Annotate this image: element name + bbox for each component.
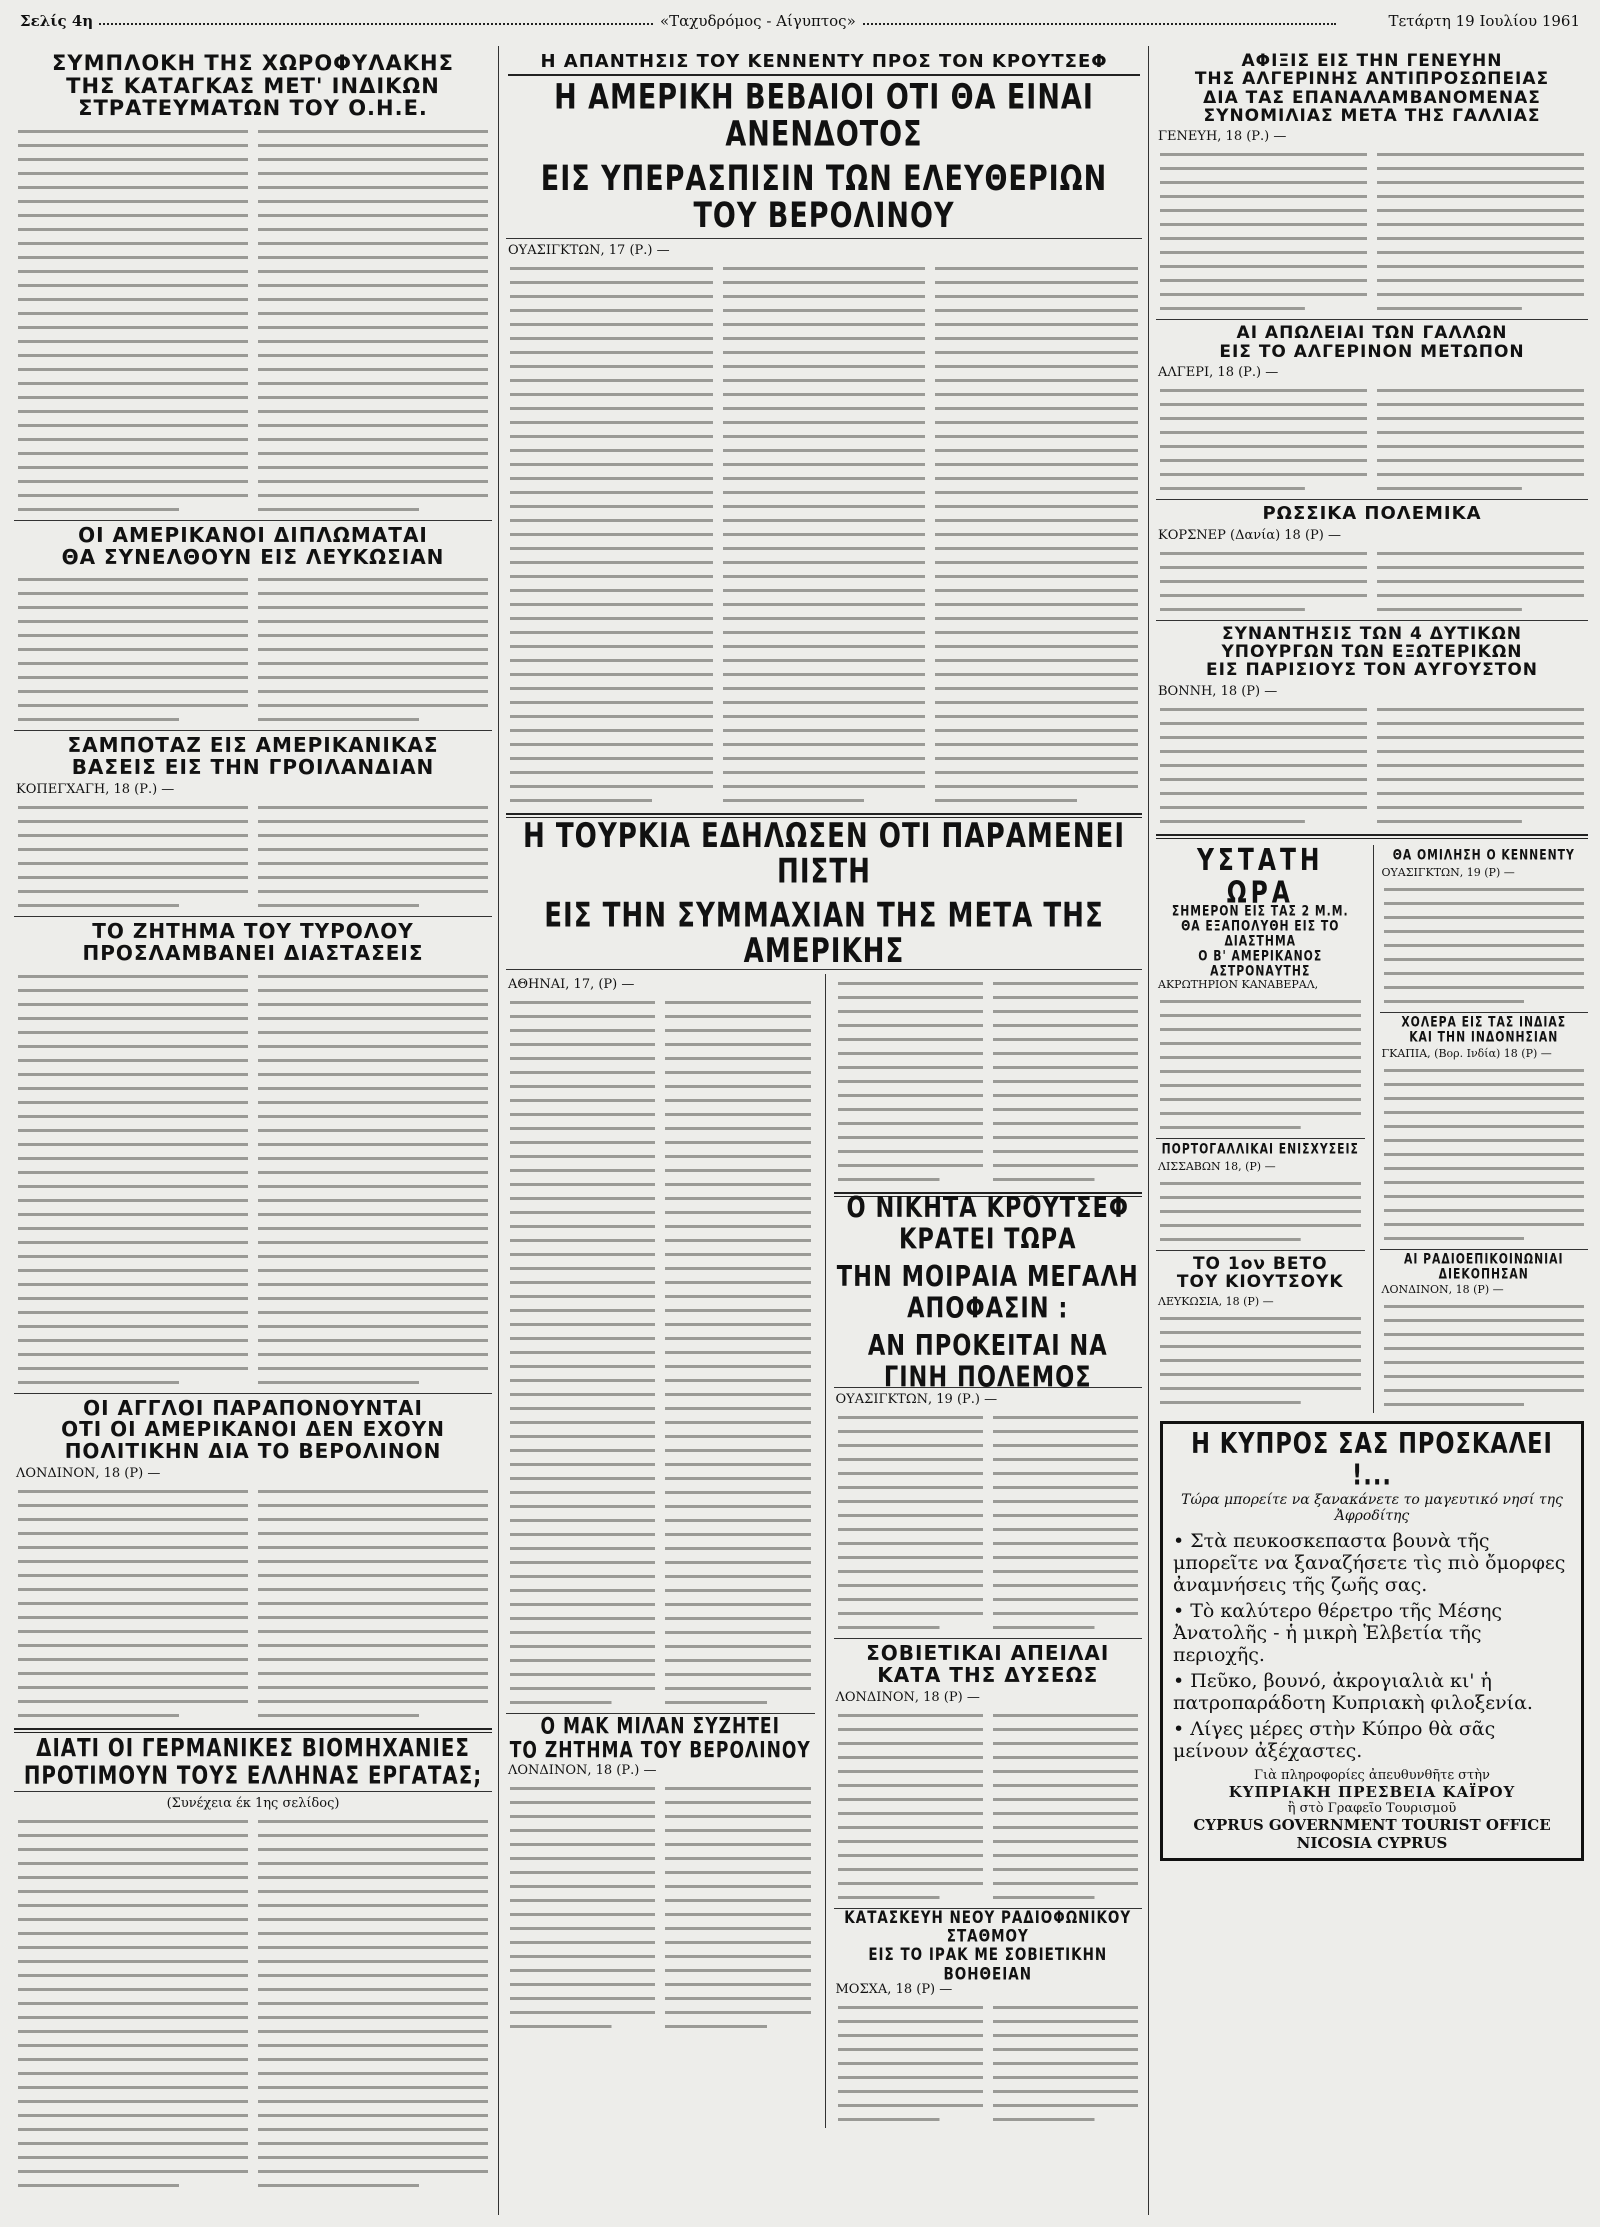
headline-western-ministers: ΣΥΝΑΝΤΗΣΙΣ ΤΩΝ 4 ΔΥΤΙΚΩΝ ΥΠΟΥΡΓΩΝ ΤΩΝ ΕΞΩΤΕΡΙΚΩΝ ΕΙΣ ΠΑΡΙΣΙΟΥΣ ΤΟΝ ΑΥΓΟΥΣΤΟΝ	[1205, 623, 1538, 681]
center-column	[506, 48, 1142, 2215]
dateline: ΜΟΣΧΑ, 18 (Ρ) —	[835, 1982, 953, 1998]
cyprus-tourism-ad	[1160, 1421, 1584, 1861]
turkey-khrushchev-block	[506, 974, 1142, 2128]
dateline: ΓΕΝΕΥΗ, 18 (Ρ.) —	[1158, 129, 1287, 145]
ad-bullet: • Στὰ πευκοσκεπαστα βουνὰ τῆς μπορεῖτε να ξαναζήσετε τὶς πιὸ ὄμορφες ἀναμνήσεις τῆς ζωῆς σας.	[1173, 1530, 1571, 1596]
article-body	[510, 1781, 811, 2033]
dateline: ΚΟΠΕΓΧΑΓΗ, 18 (Ρ.) —	[16, 782, 175, 798]
ad-bullet: • Πεῦκο, βουνό, ἀκρογιαλιὰ κι' ἡ πατροπαράδοτη Κυπριακὴ φιλοξενία.	[1173, 1670, 1571, 1714]
ad-title: Η ΚΥΠΡΟΣ ΣΑΣ ΠΡΟΣΚΑΛΕΙ !...	[1191, 1427, 1553, 1492]
article-body	[838, 1410, 1139, 1634]
headline-french-losses: ΑΙ ΑΠΩΛΕΙΑΙ ΤΩΝ ΓΑΛΛΩΝ ΕΙΣ ΤΟ ΑΛΓΕΡΙΝΟΝ ΜΕΤΩΠΟΝ	[1219, 323, 1525, 362]
headline-khrushchev-decision: Ο ΝΙΚΗΤΑ ΚΡΟΥΤΣΕΦ ΚΡΑΤΕΙ ΤΩΡΑ ΤΗΝ ΜΟΙΡΑΙΑ ΜΕΓΑΛΗ ΑΠΟΦΑΣΙΝ : ΑΝ ΠΡΟΚΕΙΤΑΙ ΝΑ ΓΙΝΗ ΠΟΛΕΜΟΣ	[836, 1191, 1139, 1394]
article-body	[18, 124, 488, 516]
right-column	[1156, 48, 1588, 2215]
article-body	[1160, 994, 1361, 1134]
article-body	[1160, 383, 1584, 495]
ad-or: ἢ στὸ Γραφεῖο Τουρισμοῦ	[1287, 1801, 1457, 1817]
issue-date: Τετάρτη 19 Ιουλίου 1961	[1383, 12, 1586, 30]
article-body	[510, 995, 811, 1709]
ad-bullet-list	[1173, 1530, 1571, 1762]
headline-diplomats: ΟΙ ΑΜΕΡΙΚΑΝΟΙ ΔΙΠΛΩΜΑΤΑΙ ΘΑ ΣΥΝΕΛΘΟΥΝ ΕΙΣ ΛΕΥΚΩΣΙΑΝ	[61, 523, 445, 569]
page-header	[14, 12, 1586, 34]
last-hour-section	[1156, 845, 1588, 1414]
headline-iraq-radio: ΚΑΤΑΣΚΕΥΗ ΝΕΟΥ ΡΑΔΙΟΦΩΝΙΚΟΥ ΣΤΑΘΜΟΥ ΕΙΣ ΤΟ ΙΡΑΚ ΜΕ ΣΟΒΙΕΤΙΚΗΝ ΒΟΗΘΕΙΑΝ	[844, 1907, 1132, 1984]
last-hour-title: ΥΣΤΑΤΗ ΩΡΑ	[1196, 843, 1324, 911]
dateline: ΟΥΑΣΙΓΚΤΩΝ, 19 (Ρ.) —	[835, 1392, 998, 1408]
headline-tyrol: ΤΟ ΖΗΤΗΜΑ ΤΟΥ ΤΥΡΟΛΟΥ ΠΡΟΣΛΑΜΒΑΝΕΙ ΔΙΑΣΤΑΣΕΙΣ	[82, 919, 424, 965]
dateline: ΓΚΑΠΙΑ, (Βορ. Ινδία) 18 (Ρ) —	[1381, 1046, 1552, 1060]
headline-british-complain: ΟΙ ΑΓΓΛΟΙ ΠΑΡΑΠΟΝΟΥΝΤΑΙ ΟΤΙ ΟΙ ΑΜΕΡΙΚΑΝΟΙ ΔΕΝ ΕΧΟΥΝ ΠΟΛΙΤΙΚΗΝ ΔΙΑ ΤΟ ΒΕΡΟΛΙΝΟΝ	[61, 1395, 445, 1463]
article-body	[18, 572, 488, 726]
headline-portuguese: ΠΟΡΤΟΓΑΛΛΙΚΑΙ ΕΝΙΣΧΥΣΕΙΣ	[1161, 1140, 1359, 1157]
dateline: ΛΟΝΔΙΝΟΝ, 18 (Ρ) —	[1381, 1283, 1504, 1297]
newspaper-name: «Ταχυδρόμος - Αίγυπτος»	[654, 12, 862, 30]
ad-bullet: • Λίγες μέρες στὴν Κύπρο θὰ σᾶς μείνουν ἀξέχαστες.	[1173, 1718, 1571, 1762]
dateline: ΟΥΑΣΙΓΚΤΩΝ, 17 (Ρ.) —	[508, 243, 670, 258]
article-body	[1160, 702, 1584, 828]
ad-bullet: • Τὸ καλύτερο θέρετρο τῆς Μέσης Ἀνατολῆς - ἡ μικρὴ Ἑλβετία τῆς περιοχῆς.	[1173, 1600, 1571, 1666]
dateline: ΛΕΥΚΩΣΙΑ, 18 (Ρ) —	[1158, 1295, 1274, 1309]
headline-kucuk-veto: ΤΟ 1ον ΒΕΤΟ ΤΟΥ ΚΙΟΥΤΣΟΥΚ	[1176, 1253, 1344, 1292]
column-rule	[1148, 46, 1149, 2215]
article-body	[838, 1708, 1139, 1904]
article-body	[18, 1814, 488, 2192]
article-body	[838, 976, 1139, 1186]
headline-german-industry: ΔΙΑΤΙ ΟΙ ΓΕΡΜΑΝΙΚΕΣ ΒΙΟΜΗΧΑΝΙΕΣ ΠΡΟΤΙΜΟΥΝ ΤΟΥΣ ΕΛΛΗΝΑΣ ΕΡΓΑΤΑΣ;	[23, 1734, 483, 1791]
dateline: ΑΚΡΩΤΗΡΙΟΝ ΚΑΝΑΒΕΡΑΛ,	[1158, 977, 1319, 991]
ad-intro: Τώρα μπορείτε να ξανακάνετε το μαγευτικό νησί της Ἀφροδίτης	[1181, 1492, 1563, 1525]
ad-info: Γιὰ πληροφορίες ἀπευθυνθῆτε στὴν	[1254, 1768, 1490, 1784]
article-body	[1384, 1063, 1585, 1245]
page-number: Σελίς 4η	[14, 12, 99, 30]
dateline: ΛΟΝΔΙΝΟΝ, 18 (Ρ.) —	[508, 1763, 657, 1779]
headline-macmillan: Ο ΜΑΚ ΜΙΛΑΝ ΣΥΖΗΤΕΙ ΤΟ ΖΗΤΗΜΑ ΤΟΥ ΒΕΡΟΛΙΝΟΥ	[509, 1714, 811, 1763]
dateline: ΟΥΑΣΙΓΚΤΩΝ, 19 (Ρ) —	[1381, 865, 1515, 879]
article-body	[18, 800, 488, 912]
article-body	[1160, 1176, 1361, 1246]
headline-katanga: ΣΥΜΠΛΟΚΗ ΤΗΣ ΧΩΡΟΦΥΛΑΚΗΣ ΤΗΣ ΚΑΤΑΓΚΑΣ ΜΕΤ' ΙΝΔΙΚΩΝ ΣΤΡΑΤΕΥΜΑΤΩΝ ΤΟΥ Ο.Η.Ε.	[52, 51, 454, 121]
dateline: ΑΛΓΕΡΙ, 18 (Ρ.) —	[1158, 365, 1279, 381]
article-body	[1384, 882, 1585, 1008]
headline-turkey-alliance: Η ΤΟΥΡΚΙΑ ΕΔΗΛΩΣΕΝ ΟΤΙ ΠΑΡΑΜΕΝΕΙ ΠΙΣΤΗ ΕΙΣ ΤΗΝ ΣΥΜΜΑΧΙΑΝ ΤΗΣ ΜΕΤΑ ΤΗΣ ΑΜΕΡΙΚΗΣ	[522, 815, 1126, 970]
column-rule	[498, 46, 499, 2215]
headline-kennedy-speech: ΘΑ ΟΜΙΛΗΣΗ Ο ΚΕΝΝΕΝΤΥ	[1392, 846, 1575, 863]
article-body	[18, 969, 488, 1389]
article-body	[1160, 147, 1584, 315]
dateline: ΒΟΝΝΗ, 18 (Ρ) —	[1158, 683, 1278, 699]
dateline: ΚΟΡΣΝΕΡ (Δανία) 18 (Ρ) —	[1158, 527, 1341, 543]
dateline: ΑΘΗΝΑΙ, 17, (Ρ) —	[508, 977, 635, 993]
article-body	[1384, 1299, 1585, 1411]
kicker-kennedy-reply: Η ΑΠΑΝΤΗΣΙΣ ΤΟΥ ΚΕΝΝΕΝΤΥ ΠΡΟΣ ΤΟΝ ΚΡΟΥΤΣΕΦ	[508, 52, 1140, 76]
headline-greenland: ΣΑΜΠΟΤΑΖ ΕΙΣ ΑΜΕΡΙΚΑΝΙΚΑΣ ΒΑΣΕΙΣ ΕΙΣ ΤΗΝ ΓΡΟΙΛΑΝΔΙΑΝ	[67, 733, 439, 779]
headline-cholera: ΧΟΛΕΡΑ ΕΙΣ ΤΑΣ ΙΝΔΙΑΣ ΚΑΙ ΤΗΝ ΙΝΔΟΝΗΣΙΑΝ	[1401, 1013, 1567, 1045]
left-column	[14, 48, 492, 2215]
article-body	[510, 261, 1138, 807]
headline-america-berlin: Η ΑΜΕΡΙΚΗ ΒΕΒΑΙΟΙ ΟΤΙ ΘΑ ΕΙΝΑΙ ΑΝΕΝΔΟΤΟΣ ΕΙΣ ΥΠΕΡΑΣΠΙΣΙΝ ΤΩΝ ΕΛΕΥΘΕΡΙΩΝ ΤΟΥ ΒΕΡΟΛΙΝΟΥ	[540, 77, 1108, 237]
article-body	[1160, 546, 1584, 616]
ad-tourist-office: CYPRUS GOVERNMENT TOURIST OFFICE	[1193, 1816, 1551, 1835]
dateline: ΛΙΣΣΑΒΩΝ 18, (Ρ) —	[1158, 1159, 1276, 1173]
article-body	[838, 2000, 1139, 2126]
continued-note: (Συνέχεια έκ 1ης σελίδος)	[166, 1795, 340, 1811]
headline-algerian-delegation: ΑΦΙΞΙΣ ΕΙΣ ΤΗΝ ΓΕΝΕΥΗΝ ΤΗΣ ΑΛΓΕΡΙΝΗΣ ΑΝΤΙΠΡΟΣΩΠΕΙΑΣ ΔΙΑ ΤΑΣ ΕΠΑΝΑΛΑΜΒΑΝΟΜΕΝΑΣ ΣΥΝΟΜΙΛΙΑΣ ΜΕΤΑ ΤΗΣ ΓΑΛΛΙΑΣ	[1194, 51, 1550, 127]
dateline: ΛΟΝΔΙΝΟΝ, 18 (Ρ) —	[16, 1466, 161, 1482]
headline-radio-cut: ΑΙ ΡΑΔΙΟΕΠΙΚΟΙΝΩΝΙΑΙ ΔΙΕΚΟΠΗΣΑΝ	[1403, 1250, 1564, 1282]
ad-embassy: ΚΥΠΡΙΑΚΗ ΠΡΕΣΒΕΙΑ ΚΑΪΡΟΥ	[1228, 1783, 1516, 1802]
ad-city: NICOSIA CYPRUS	[1296, 1834, 1448, 1853]
article-body	[1160, 1311, 1361, 1409]
headline-soviet-threats: ΣΟΒΙΕΤΙΚΑΙ ΑΠΕΙΛΑΙ ΚΑΤΑ ΤΗΣ ΔΥΣΕΩΣ	[866, 1641, 1110, 1687]
article-body	[18, 1484, 488, 1722]
dateline: ΛΟΝΔΙΝΟΝ, 18 (Ρ) —	[835, 1690, 980, 1706]
headline-astronaut: ΣΗΜΕΡΟΝ ΕΙΣ ΤΑΣ 2 Μ.Μ. ΘΑ ΕΞΑΠΟΛΥΘΗ ΕΙΣ ΤΟ ΔΙΑΣΤΗΜΑ Ο Β' ΑΜΕΡΙΚΑΝΟΣ ΑΣΤΡΟΝΑΥΤΗΣ	[1171, 902, 1349, 979]
headline-russian-warships: ΡΩΣΣΙΚΑ ΠΟΛΕΜΙΚΑ	[1262, 503, 1482, 525]
